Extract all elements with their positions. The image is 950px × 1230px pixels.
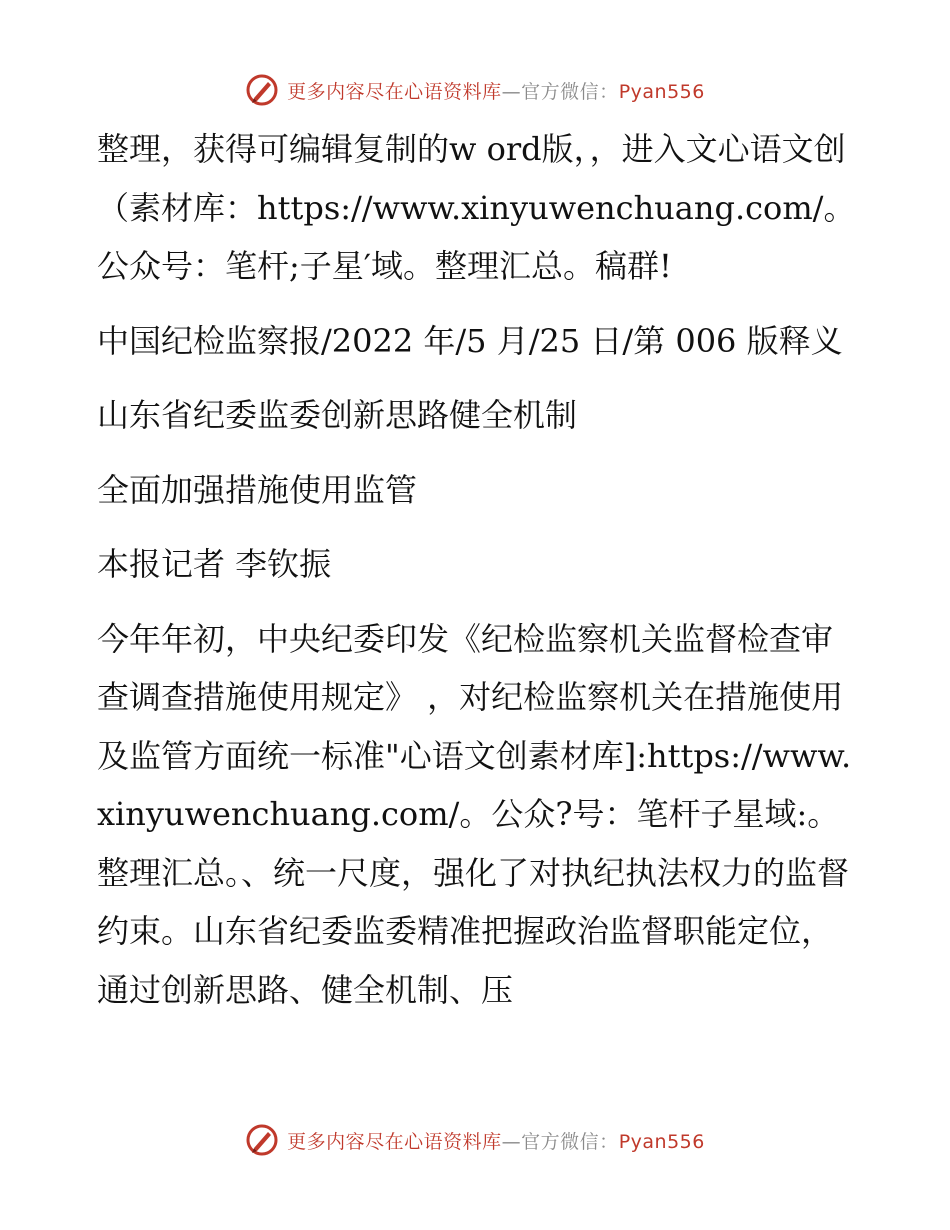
paragraph-body: 今年年初，中央纪委印发《纪检监察机关监督检查审查调查措施使用规定》 ，对纪检监察机关在措施使用及监管方面统一标准"心语文创素材库]:https://www.xinyuwenchuang.com/。公众?号：笔杆子星域:。整理汇总。、统一尺度，强化了对执纪执法权力的监督约束。山东省纪委监委精准把握政治监督职能定位，通过创新思路、健全机制、压: [97, 619, 852, 1009]
watermark-wechat-id: Pyan556: [618, 1130, 705, 1153]
paragraph-source: 中国纪检监察报/2022 年/5 月/25 日/第 006 版释义: [97, 321, 843, 360]
pen-logo-icon: [245, 73, 279, 107]
watermark-dash: —: [501, 80, 522, 103]
watermark-label: 官方微信：: [521, 80, 619, 103]
document-body: [97, 120, 857, 1035]
watermark-text: [287, 77, 705, 104]
watermark-main: 更多内容尽在心语资料库: [287, 80, 502, 103]
pen-logo-icon: [245, 1123, 279, 1157]
watermark-text: [287, 1127, 705, 1154]
watermark-main: 更多内容尽在心语资料库: [287, 1130, 502, 1153]
paragraph-byline: 本报记者 李钦振: [97, 545, 332, 583]
paragraph-title-line1: 山东省纪委监委创新思路健全机制: [97, 396, 578, 434]
footer-watermark: [0, 1122, 950, 1158]
watermark-wechat-id: Pyan556: [618, 80, 705, 103]
paragraph-title-line2: 全面加强措施使用监管: [97, 470, 418, 509]
watermark-label: 官方微信：: [521, 1130, 619, 1153]
paragraph-intro: 整理，获得可编辑复制的w ord版，，进入文心语文创（素材库：https://www.xinyuwenchuang.com/。公众号：笔杆;子星′域。整理汇总。稿群!: [97, 130, 856, 285]
watermark-dash: —: [501, 1130, 522, 1153]
header-watermark: [0, 72, 950, 108]
